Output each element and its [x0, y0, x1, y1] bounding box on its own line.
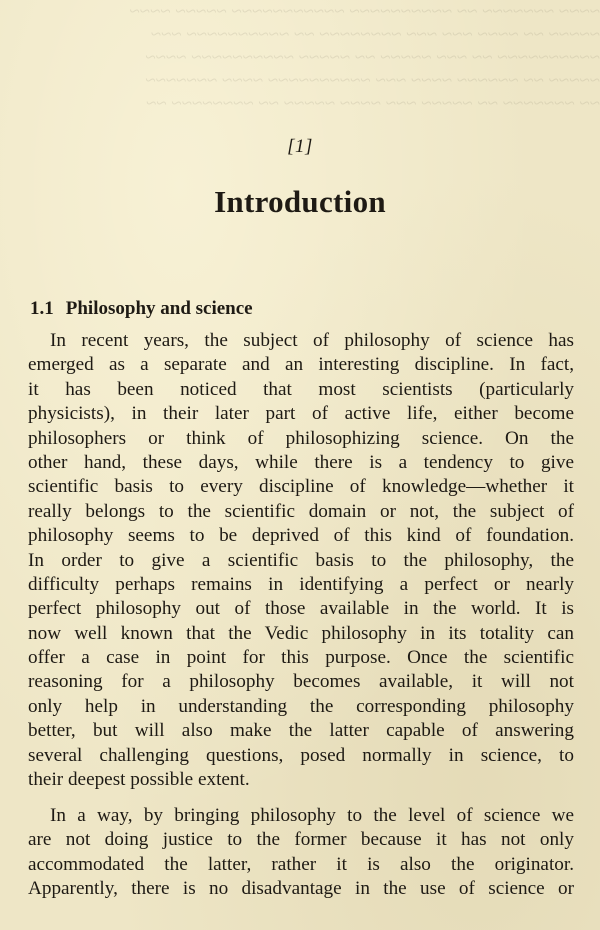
text-line: In a way, by bringing philosophy to the level of science we: [50, 805, 574, 826]
text-line: it has been noticed that most scientists (particularly: [28, 378, 574, 400]
text-line: In order to give a scientific basis to the philosophy, the: [28, 549, 574, 571]
text-line: accommodated the latter, rather it is also the originator.: [28, 853, 574, 875]
text-line: offer a case in point for this purpose. Once the scientific: [28, 647, 574, 669]
text-line: other hand, these days, while there is a tendency to give: [28, 451, 574, 473]
text-line: now well known that the Vedic philosophy in its totality can: [28, 622, 574, 644]
text-line: perfect philosophy out of those available in the world. It is: [28, 598, 574, 620]
text-line: several challenging questions, posed normally in science, to: [28, 744, 574, 766]
text-line: difficulty perhaps remains in identifying a perfect or nearly: [28, 573, 574, 595]
text-line: are not doing justice to the former because it has not only: [28, 829, 574, 851]
show-through-texture: ~~~~ ~~~~~~~ ~~ ~~~~~~~~~~ ~~~~~~~~~~~ ~~~~~ ~~~~ ~~~~~ ~~ ~~~~ ~~~ ~~~ ~~~~~~~~ ~~ ~~~~~~~~~~ ~~~ ~~~~~~~~~~ ~~ ~~~ ~~~~~ ~~ ~~~~~ ~~~~~~~~~~ ~~~~ ~~~~~ ~~ ~~~~~~ ~~~~ ~~~ ~~~~~~~~~~ ~~~~ ~~~~~~~ ~~ ~~~~~~~ ~~ ~~~~~ ~~~ ~~~~ ~~~~~ ~~ ~~~~~~~~ ~~: [129, 1, 600, 114]
text-line: really belongs to the scientific domain or not, the subject of: [28, 500, 574, 522]
section-heading: [30, 298, 253, 320]
text-line: emerged as a separate and an interesting discipline. In fact,: [28, 354, 574, 376]
section-number: 1.1: [30, 298, 54, 319]
section-title: Philosophy and science: [65, 298, 253, 319]
text-line: Apparently, there is no disadvantage in the use of science or: [28, 878, 574, 900]
paragraph-1: [28, 329, 574, 792]
text-line: their deepest possible extent.: [28, 769, 250, 791]
chapter-number: [1]: [287, 136, 313, 157]
text-line: In recent years, the subject of philosophy of science has: [50, 330, 574, 351]
text-line: reasoning for a philosophy becomes available, it will not: [28, 671, 574, 693]
paragraph-2: [28, 804, 574, 902]
text-line: scientific basis to every discipline of knowledge—whether it: [28, 476, 574, 498]
text-line: only help in understanding the corresponding philosophy: [28, 695, 574, 717]
text-line: philosophy seems to be deprived of this kind of foundation.: [28, 525, 574, 547]
chapter-title: Introduction: [214, 184, 386, 219]
text-line: philosophers or think of philosophizing science. On the: [28, 427, 574, 449]
text-line: physicists), in their later part of active life, either become: [28, 403, 574, 425]
text-line: better, but will also make the latter capable of answering: [28, 720, 574, 742]
